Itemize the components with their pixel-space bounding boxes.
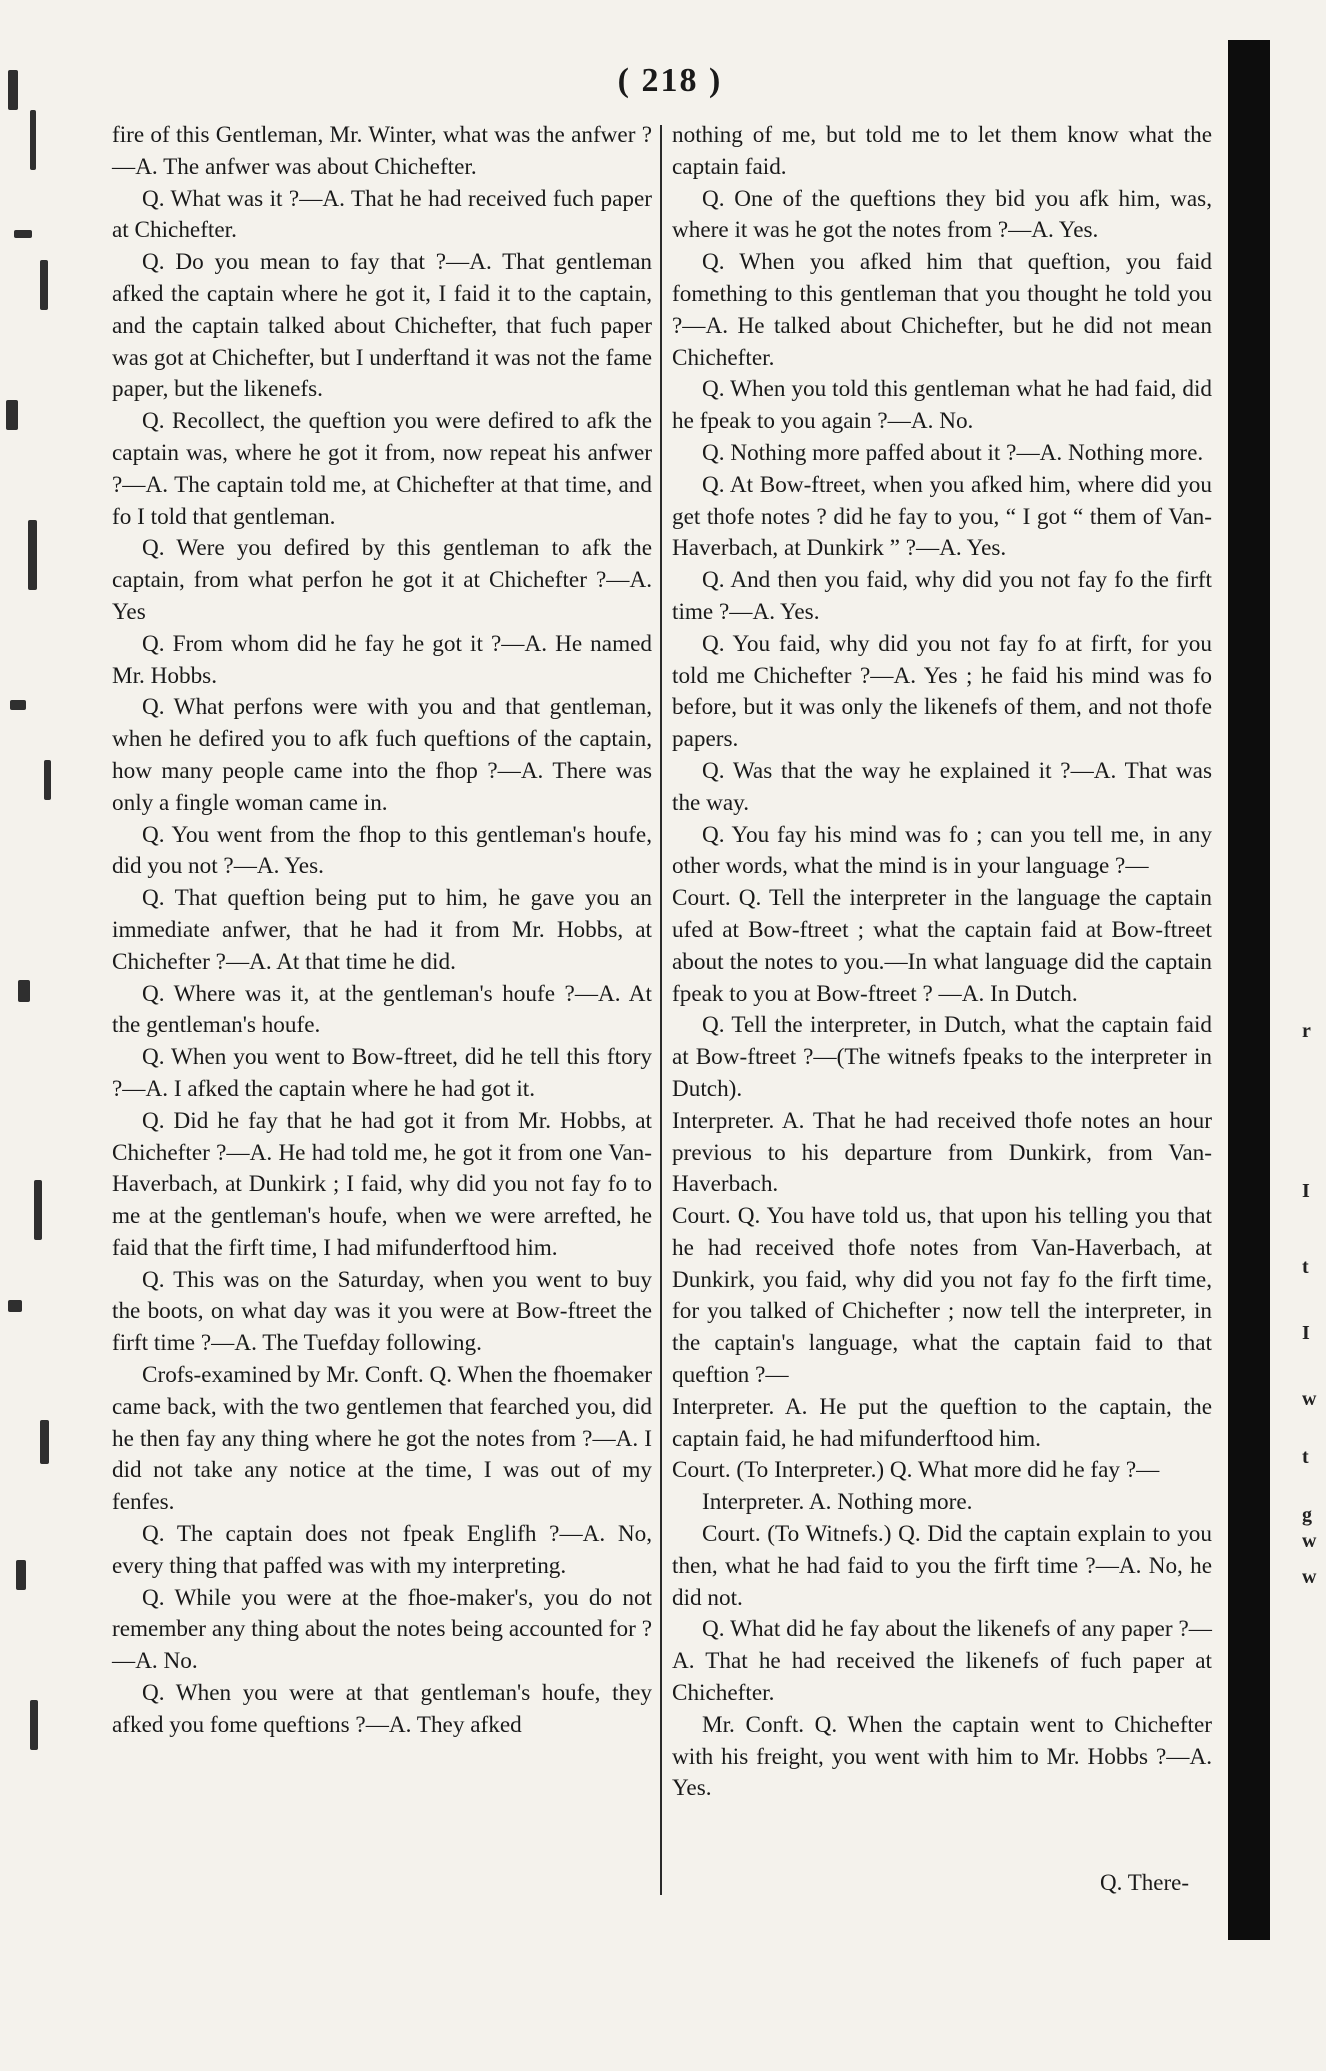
paragraph: Q. When you afked him that queftion, you faid fomething to this gentleman that you thought he told you ?—A. He talked about Chichefter, but he did not mean Chichefter. <box>672 249 1212 371</box>
margin-mark: w <box>1302 1388 1317 1410</box>
paragraph: Q. Tell the interpreter, in Dutch, what the captain faid at Bow-ftreet ?—(The witnefs fpeaks to the interpreter in Dutch). <box>672 1012 1212 1102</box>
paragraph: nothing of me, but told me to let them know what the captain faid. <box>672 122 1212 180</box>
margin-mark: r <box>1302 1020 1311 1042</box>
paragraph: Q. What perfons were with you and that gentleman, when he defired you to afk fuch queftions of the captain, how many people came into the fhop ?—A. There was only a fingle woman came in. <box>112 694 652 816</box>
paragraph: Court. (To Interpreter.) Q. What more did he fay ?— <box>672 1457 1160 1484</box>
margin-mark: w <box>1302 1530 1317 1552</box>
paragraph: Q. The captain does not fpeak Englifh ?—A. No, every thing that paffed was with my interpreting. <box>112 1521 652 1579</box>
scan-speckle <box>18 980 30 1002</box>
paragraph: Q. That queftion being put to him, he gave you an immediate anfwer, that he had it from Mr. Hobbs, at Chichefter ?—A. At that time he did. <box>112 885 652 975</box>
paragraph: Q. You faid, why did you not fay fo at firft, for you told me Chichefter ?—A. Yes ; he faid his mind was fo before, but it was only the likenefs of them, and not thofe papers. <box>672 630 1212 753</box>
paragraph: Q. When you went to Bow-ftreet, did he tell this ftory ?—A. I afked the captain where he had got it. <box>112 1044 652 1102</box>
paragraph: Interpreter. A. Nothing more. <box>702 1489 973 1516</box>
paragraph: Crofs-examined by Mr. Conft. Q. When the fhoemaker came back, with the two gentlemen that fearched you, did he then fay any thing where he got the notes from ?—A. I did not take any notice at the time, I was out of my fenfes. <box>112 1362 652 1516</box>
paragraph: Q. Recollect, the queftion you were defired to afk the captain was, where he got it from, now repeat his anfwer ?—A. The captain told me, at Chichefter at that time, and fo I told that gentleman. <box>112 408 652 530</box>
scan-speckle <box>8 70 18 110</box>
paragraph: Interpreter. A. That he had received thofe notes an hour previous to his departure from Dunkirk, from Van-Haverbach. <box>672 1107 1212 1198</box>
page-number: ( 218 ) <box>617 62 723 99</box>
paragraph: Q. One of the queftions they bid you afk him, was, where it was he got the notes from ?—A. Yes. <box>672 185 1212 244</box>
margin-mark: w <box>1302 1566 1317 1588</box>
scan-speckle <box>30 110 36 170</box>
paragraph: Q. Was that the way he explained it ?—A. That was the way. <box>672 757 1212 816</box>
margin-mark: g <box>1302 1504 1312 1526</box>
scan-speckle <box>10 700 26 710</box>
paragraph: Q. When you were at that gentleman's houfe, they afked you fome queftions ?—A. They afked <box>112 1680 652 1738</box>
paragraph: Mr. Conft. Q. When the captain went to Chichefter with his freight, you went with him to Mr. Hobbs ?—A. Yes. <box>672 1711 1212 1802</box>
left-column <box>112 120 652 1742</box>
paragraph: Q. From whom did he fay he got it ?—A. He named Mr. Hobbs. <box>112 630 652 689</box>
scan-speckle <box>40 260 48 310</box>
paragraph: Q. What was it ?—A. That he had received fuch paper at Chichefter. <box>112 185 652 244</box>
catchword: Q. There- <box>1100 1870 1189 1895</box>
right-column <box>672 120 1212 1805</box>
paragraph: Q. Do you mean to fay that ?—A. That gentleman afked the captain where he got it, I faid it to the captain, and the captain talked about Chichefter, that fuch paper was got at Chichefter, but I underftand it was not the fame paper, but the likenefs. <box>112 249 652 403</box>
paragraph: Q. Did he fay that he had got it from Mr. Hobbs, at Chichefter ?—A. He had told me, he got it from one Van-Haverbach, at Dunkirk ; I faid, why did you not fay fo to me at the gentleman's houfe, when we were arrefted, he faid that the firft time, I had mifunderftood him. <box>112 1107 652 1261</box>
paragraph: Q. And then you faid, why did you not fay fo the firft time ?—A. Yes. <box>672 567 1212 625</box>
paragraph: Court. (To Witnefs.) Q. Did the captain explain to you then, what he had faid to you the firft time ?—A. No, he did not. <box>672 1521 1212 1611</box>
paragraph: Q. Nothing more paffed about it ?—A. Nothing more. <box>702 439 1204 466</box>
paragraph: Q. At Bow-ftreet, when you afked him, where did you get thofe notes ? did he fay to you, “ I got “ them of Van-Haverbach, at Dunkirk ” ?—A. Yes. <box>672 471 1212 562</box>
binding-shadow-bar <box>1228 40 1270 1940</box>
paragraph: fire of this Gentleman, Mr. Winter, what was the anfwer ?—A. The anfwer was about Chichefter. <box>112 122 652 180</box>
scan-speckle <box>30 1700 38 1750</box>
paragraph: Q. What did he fay about the likenefs of any paper ?—A. That he had received the likenefs of fuch paper at Chichefter. <box>672 1616 1212 1707</box>
paragraph: Q. While you were at the fhoe-maker's, you do not remember any thing about the notes being accounted for ?—A. No. <box>112 1584 652 1675</box>
margin-mark: I <box>1302 1180 1310 1202</box>
margin-mark: t <box>1302 1256 1309 1278</box>
paragraph: Q. You fay his mind was fo ; can you tell me, in any other words, what the mind is in your language ?— <box>672 821 1212 880</box>
scan-speckle <box>44 760 51 800</box>
paragraph: Q. You went from the fhop to this gentleman's houfe, did you not ?—A. Yes. <box>112 821 652 880</box>
paragraph: Q. Were you defired by this gentleman to afk the captain, from what perfon he got it at Chichefter ?—A. Yes <box>112 535 652 625</box>
paragraph: Q. Where was it, at the gentleman's houfe ?—A. At the gentleman's houfe. <box>112 980 652 1039</box>
scan-speckle <box>6 400 18 430</box>
paragraph: Court. Q. Tell the interpreter in the language the captain ufed at Bow-ftreet ; what the captain faid at Bow-ftreet about the notes to you.—In what language did the captain fpeak to you at Bow-ftreet ? —A. In Dutch. <box>672 885 1212 1007</box>
paragraph: Court. Q. You have told us, that upon his telling you that he had received thofe notes from Van-Haverbach, at Dunkirk, you faid, why did you not fay fo the firft time, for you talked of Chichefter ; now tell the interpreter, in the captain's language, what the captain faid to that queftion ?— <box>672 1203 1212 1389</box>
paragraph: Interpreter. A. He put the queftion to the captain, the captain faid, he had mifunderftood him. <box>672 1393 1212 1452</box>
scan-speckle <box>14 230 32 238</box>
scan-speckle <box>8 1300 22 1312</box>
paragraph: Q. This was on the Saturday, when you went to buy the boots, on what day was it you were at Bow-ftreet the firft time ?—A. The Tuefday following. <box>112 1266 652 1357</box>
paragraph: Q. When you told this gentleman what he had faid, did he fpeak to you again ?—A. No. <box>672 376 1212 435</box>
column-rule <box>660 125 662 1895</box>
margin-mark: t <box>1302 1446 1309 1468</box>
scan-speckle <box>28 520 37 590</box>
scan-speckle <box>40 1420 49 1464</box>
margin-mark: I <box>1302 1322 1310 1344</box>
scan-speckle <box>34 1180 42 1240</box>
scan-speckle <box>16 1560 26 1590</box>
